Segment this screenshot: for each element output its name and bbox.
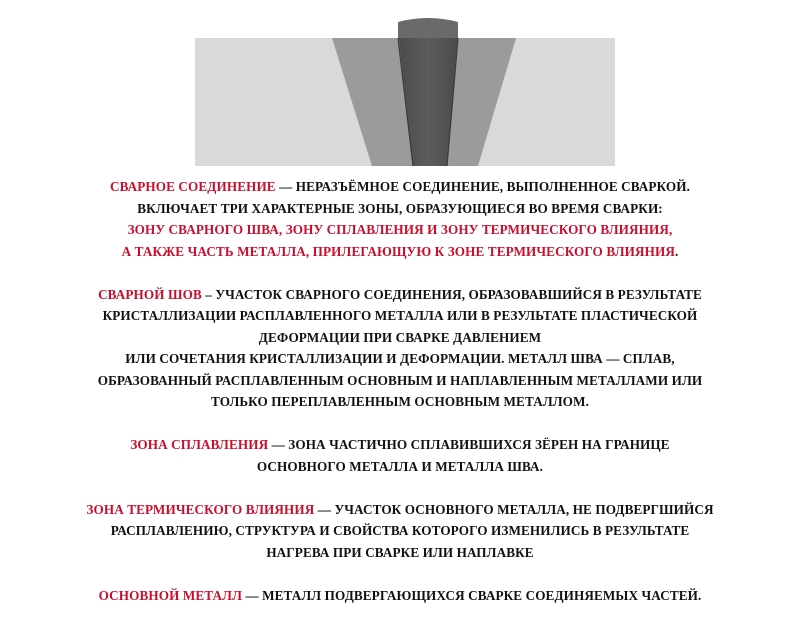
term-base-metal: ОСНОВНОЙ МЕТАЛЛ (98, 587, 242, 603)
definition-fusion-zone: ЗОНА СПЛАВЛЕНИЯ — ЗОНА ЧАСТИЧНО СПЛАВИВШИХСЯ ЗЁРЕН НА ГРАНИЦЕ ОСНОВНОГО МЕТАЛЛА И МЕТАЛЛА ШВА. (130, 437, 670, 474)
definition-base-metal: ОСНОВНОЙ МЕТАЛЛ — МЕТАЛЛ ПОДВЕРГАЮЩИХСЯ СВАРКЕ СОЕДИНЯЕМЫХ ЧАСТЕЙ. (98, 587, 702, 603)
weld-joint-diagram (0, 0, 800, 175)
term-fusion-zone: ЗОНА СПЛАВЛЕНИЯ (130, 437, 269, 452)
definitions-text (0, 176, 800, 628)
term-heat-affected-zone: ЗОНА ТЕРМИЧЕСКОГО ВЛИЯНИЯ (86, 501, 315, 517)
definition-weld-seam: СВАРНОЙ ШОВ – УЧАСТОК СВАРНОГО СОЕДИНЕНИЯ, ОБРАЗОВАВШИЙСЯ В РЕЗУЛЬТАТЕ КРИСТАЛЛИЗАЦИИ РАСПЛАВЛЕННОГО МЕТАЛЛА ИЛИ В РЕЗУЛЬТАТЕ ПЛАСТИЧЕСКОЙ ДЕФОРМАЦИИ ПРИ СВАРКЕ ДАВЛЕНИЕМ ИЛИ СОЧЕТАНИЯ КРИСТАЛЛИЗАЦИИ И ДЕФОРМАЦИИ. МЕТАЛЛ ШВА — СПЛАВ, ОБРАЗОВАННЫЙ РАСПЛАВЛЕННЫМ ОСНОВНЫМ И НАПЛАВЛЕННЫМ МЕТАЛЛАМИ ИЛИ ТОЛЬКО ПЕРЕПЛАВЛЕННЫМ ОСНОВНЫМ МЕТАЛЛОМ. (97, 286, 703, 409)
definition-heat-affected-zone: ЗОНА ТЕРМИЧЕСКОГО ВЛИЯНИЯ — УЧАСТОК ОСНОВНОГО МЕТАЛЛА, НЕ ПОДВЕРГШИЙСЯ РАСПЛАВЛЕНИЮ, СТРУКТУРА И СВОЙСТВА КОТОРОГО ИЗМЕНИЛИСЬ В РЕЗУЛЬТАТЕ НАГРЕВА ПРИ СВАРКЕ ИЛИ НАПЛАВКЕ (86, 501, 714, 560)
weld-cap (398, 18, 458, 38)
term-welded-joint: СВАРНОЕ СОЕДИНЕНИЕ (109, 179, 276, 194)
term-weld-seam: СВАРНОЙ ШОВ (98, 286, 202, 302)
definition-welded-joint: СВАРНОЕ СОЕДИНЕНИЕ — НЕРАЗЪЁМНОЕ СОЕДИНЕНИЕ, ВЫПОЛНЕННОЕ СВАРКОЙ. ВКЛЮЧАЕТ ТРИ ХАРАКТЕРНЫЕ ЗОНЫ, ОБРАЗУЮЩИЕСЯ ВО ВРЕМЯ СВАРКИ: ЗОНУ СВАРНОГО ШВА, ЗОНУ СПЛАВЛЕНИЯ И ЗОНУ ТЕРМИЧЕСКОГО ВЛИЯНИЯ, А ТАКЖЕ ЧАСТЬ МЕТАЛЛА, ПРИЛЕГАЮЩУЮ К ЗОНЕ ТЕРМИЧЕСКОГО ВЛИЯНИЯ. (109, 179, 691, 259)
